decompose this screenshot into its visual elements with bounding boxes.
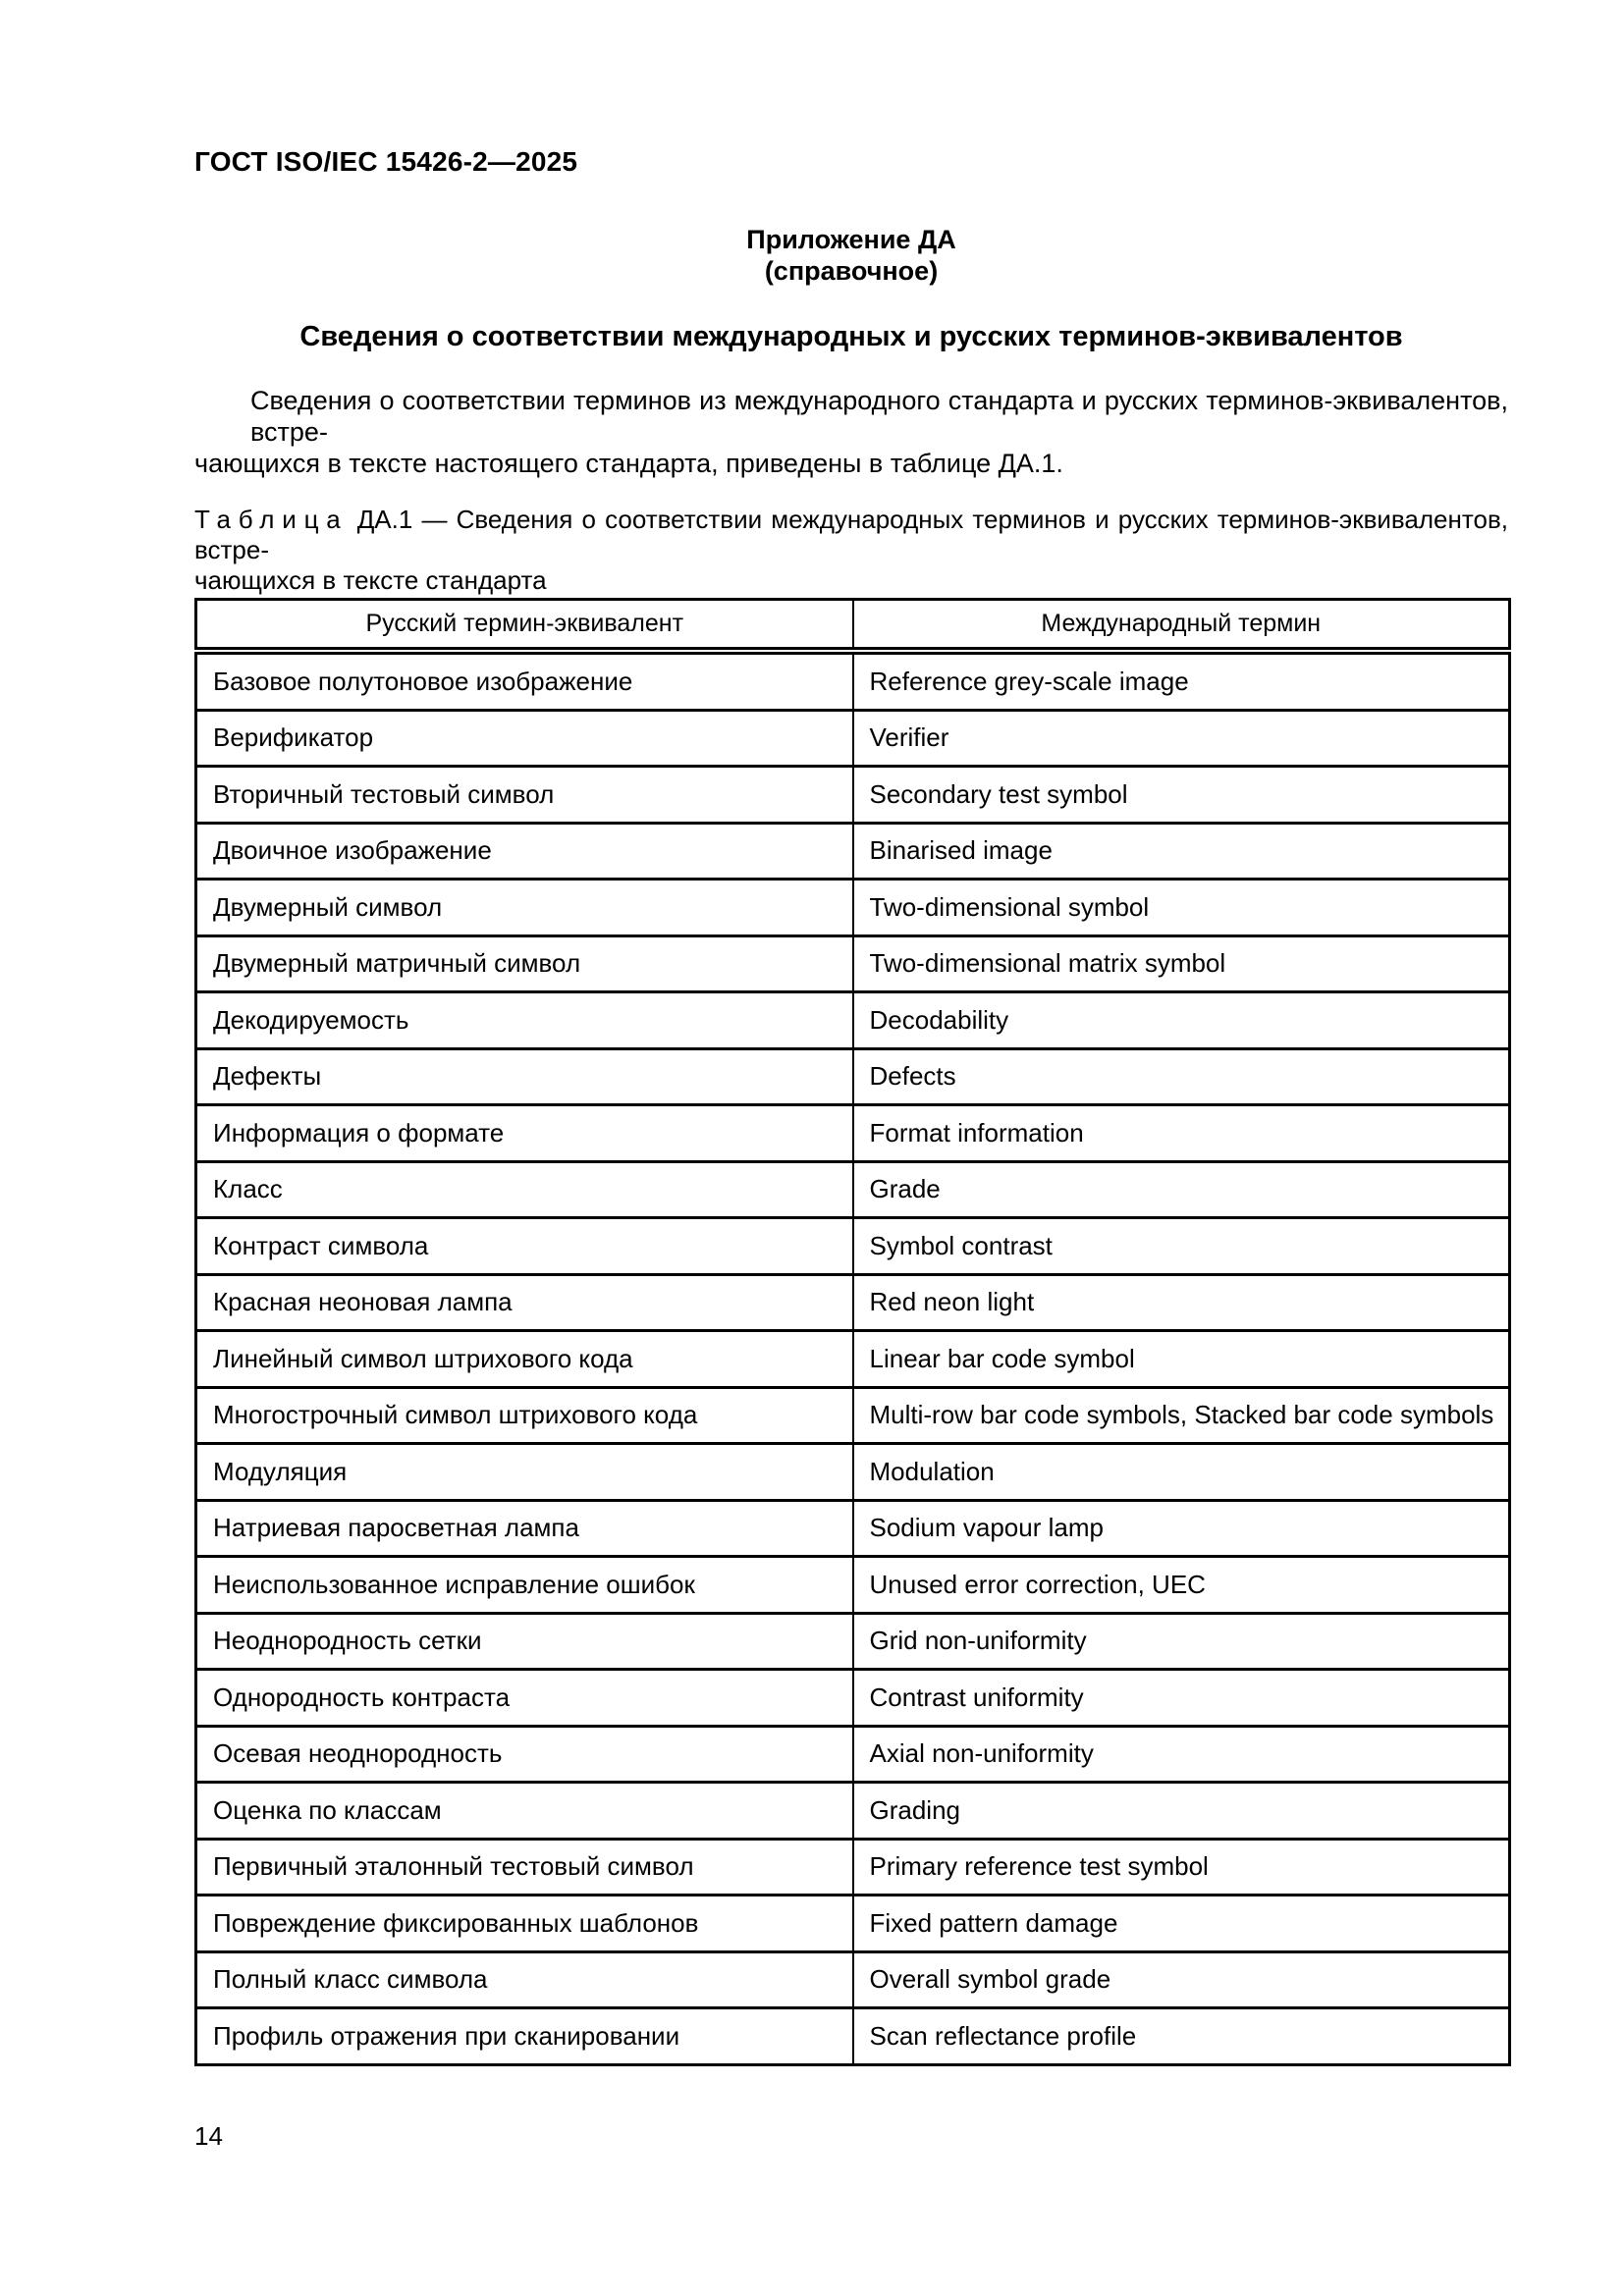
russian-term-cell: Неоднородность сетки [196,1613,853,1670]
running-header: ГОСТ ISO/IEC 15426-2—2025 [194,146,578,177]
international-term-cell: Linear bar code symbol [853,1331,1510,1388]
table-caption-label: Таблица [194,505,349,534]
appendix-type-label: (справочное) [764,256,939,286]
international-term-cell: Red neon light [853,1274,1510,1331]
table-row [196,823,1510,880]
international-term-cell: Secondary test symbol [853,767,1510,824]
table-row [196,1839,1510,1896]
russian-term-cell: Первичный эталонный тестовый символ [196,1839,853,1896]
table-caption-line-1 [194,505,1508,565]
table-row [196,651,1510,710]
international-term-cell: Grid non-uniformity [853,1613,1510,1670]
russian-term-cell: Повреждение фиксированных шаблонов [196,1896,853,1952]
russian-term-cell: Многострочный символ штрихового кода [196,1387,853,1444]
russian-term-cell: Неиспользованное исправление ошибок [196,1557,853,1614]
russian-term-cell: Оценка по классам [196,1783,853,1840]
table-row [196,1951,1510,2008]
russian-term-cell: Верификатор [196,710,853,767]
russian-term-cell: Класс [196,1161,853,1218]
table-row [196,1105,1510,1162]
column-header-international-term: Международный термин [853,600,1510,652]
table-row [196,1387,1510,1444]
table-row [196,1613,1510,1670]
international-term-cell: Multi-row bar code symbols, Stacked bar code symbols [853,1387,1510,1444]
table-row [196,1218,1510,1275]
russian-term-cell: Информация о формате [196,1105,853,1162]
section-title: Сведения о соответствии международных и русских терминов-эквивалентов [299,321,1403,352]
table-row [196,1444,1510,1501]
russian-term-cell: Однородность контраста [196,1670,853,1727]
international-term-cell: Format information [853,1105,1510,1162]
russian-term-cell: Контраст символа [196,1218,853,1275]
table-row [196,1557,1510,1614]
table-row [196,1048,1510,1105]
russian-term-cell: Декодируемость [196,992,853,1049]
table-row [196,1896,1510,1952]
international-term-cell: Defects [853,1048,1510,1105]
table-row [196,1783,1510,1840]
intro-paragraph-line-1: Сведения о соответствии терминов из международного стандарта и русских терминов-эквивалентов, встре- [250,386,1508,447]
russian-term-cell: Осевая неоднородность [196,1726,853,1783]
russian-term-cell: Красная неоновая лампа [196,1274,853,1331]
international-term-cell: Decodability [853,992,1510,1049]
international-term-cell: Overall symbol grade [853,1951,1510,2008]
international-term-cell: Two-dimensional matrix symbol [853,935,1510,992]
international-term-cell: Sodium vapour lamp [853,1500,1510,1557]
russian-term-cell: Профиль отражения при сканировании [196,2008,853,2065]
international-term-cell: Reference grey-scale image [869,666,1189,696]
table-caption-line-2: чающихся в тексте стандарта [194,565,547,595]
russian-term-cell: Натриевая паросветная лампа [196,1500,853,1557]
russian-term-cell: Двумерный символ [196,880,853,936]
table-row [196,1726,1510,1783]
international-term-cell: Binarised image [853,823,1510,880]
international-term-cell: Unused error correction, UEC [853,1557,1510,1614]
table-caption [194,505,1508,596]
table-row [196,767,1510,824]
international-term-cell: Grade [853,1161,1510,1218]
terms-table [194,598,1511,2066]
international-term-cell: Primary reference test symbol [853,1839,1510,1896]
intro-paragraph [194,385,1508,479]
table-body [196,651,1510,2064]
table-row [196,2008,1510,2065]
international-term-cell: Modulation [853,1444,1510,1501]
russian-term-cell: Вторичный тестовый символ [196,767,853,824]
table-row [196,1161,1510,1218]
table-row [196,710,1510,767]
table-row [196,880,1510,936]
table-row [196,992,1510,1049]
table-row [196,1670,1510,1727]
intro-paragraph-line-2: чающихся в тексте настоящего стандарта, приведены в таблице ДА.1. [194,449,1063,478]
table-row [196,1274,1510,1331]
table-row [196,935,1510,992]
russian-term-cell: Модуляция [196,1444,853,1501]
international-term-cell: Grading [853,1783,1510,1840]
international-term-cell: Verifier [853,710,1510,767]
russian-term-cell: Линейный символ штрихового кода [196,1331,853,1388]
table-header-row [196,600,1510,652]
document-page [194,0,1508,2151]
international-term-cell: Contrast uniformity [853,1670,1510,1727]
page-number: 14 [194,2120,223,2151]
international-term-cell: Two-dimensional symbol [853,880,1510,936]
international-term-cell: Axial non-uniformity [853,1726,1510,1783]
column-header-russian-term: Русский термин-эквивалент [196,600,853,652]
table-row [196,1500,1510,1557]
russian-term-cell: Дефекты [196,1048,853,1105]
russian-term-cell: Базовое полутоновое изображение [196,651,853,710]
russian-term-cell: Двумерный матричный символ [196,935,853,992]
international-term-cell: Scan reflectance profile [853,2008,1510,2065]
international-term-cell: Fixed pattern damage [853,1896,1510,1952]
table-row [196,1331,1510,1388]
table-caption-rest: ДА.1 — Сведения о соответствии международных терминов и русских терминов-эквивалентов, встре- [194,505,1508,564]
international-term-cell: Symbol contrast [853,1218,1510,1275]
russian-term-cell: Полный класс символа [196,1951,853,2008]
russian-term-cell: Двоичное изображение [196,823,853,880]
appendix-label: Приложение ДА [746,225,956,254]
